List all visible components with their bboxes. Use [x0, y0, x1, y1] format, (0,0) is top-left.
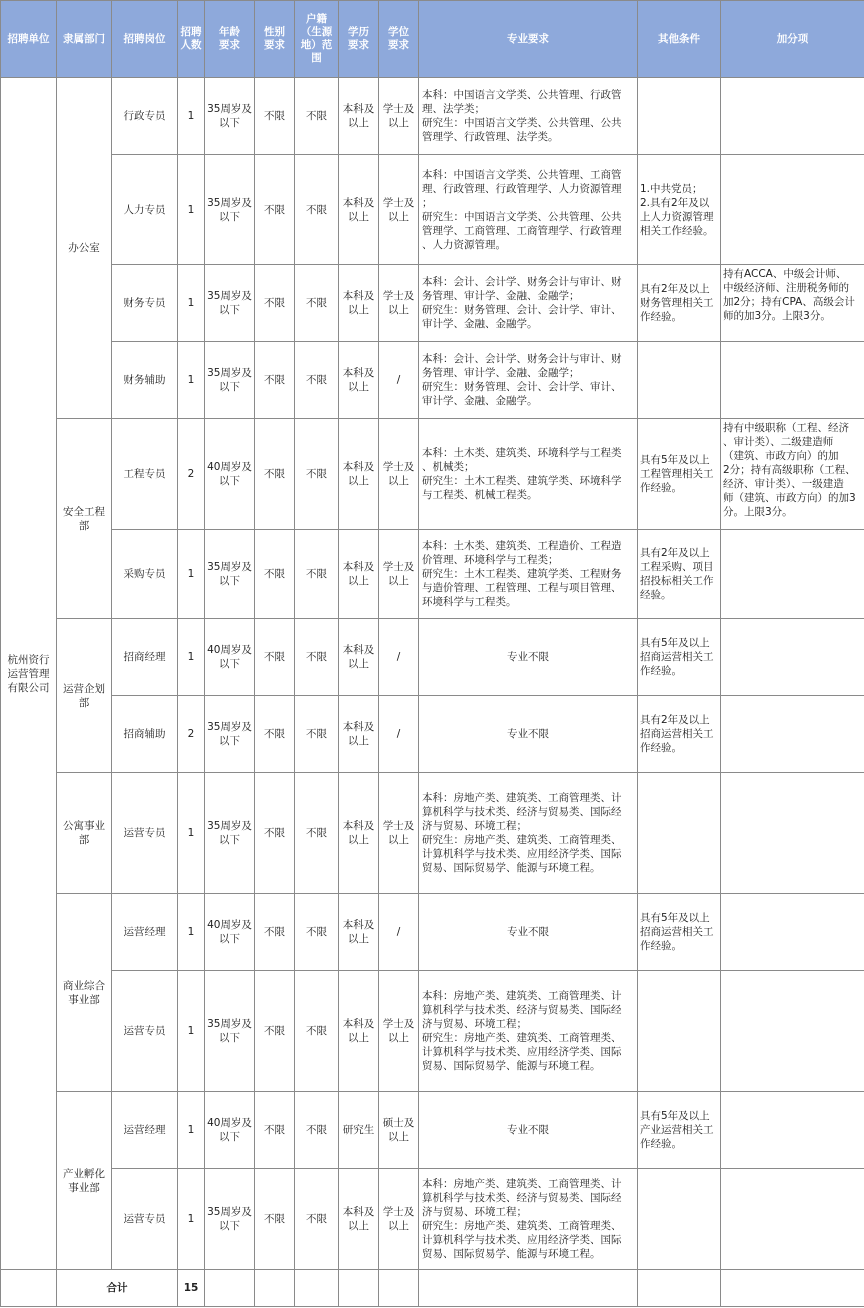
total-blank — [638, 1270, 721, 1307]
count-cell: 1 — [178, 619, 205, 696]
count-cell: 1 — [178, 530, 205, 619]
other-cell — [638, 342, 721, 419]
header-huji: 户籍 （生源 地）范 围 — [295, 1, 339, 78]
huji-cell: 不限 — [295, 342, 339, 419]
bonus-cell — [721, 971, 864, 1092]
position-cell: 运营经理 — [112, 894, 178, 971]
age-cell: 35周岁及 以下 — [205, 342, 255, 419]
total-label: 合计 — [57, 1270, 178, 1307]
huji-cell: 不限 — [295, 419, 339, 530]
degree-cell: 学士及 以上 — [379, 1169, 419, 1270]
edu-cell: 本科及 以上 — [339, 265, 379, 342]
dept-cell: 产业孵化 事业部 — [57, 1092, 112, 1270]
count-cell: 1 — [178, 894, 205, 971]
table-row — [1, 1092, 864, 1169]
table-row — [1, 78, 864, 155]
huji-cell: 不限 — [295, 696, 339, 773]
gender-cell: 不限 — [255, 1092, 295, 1169]
bonus-cell: 持有中级职称（工程、经济 、审计类）、二级建造师 （建筑、市政方向）的加 2分；持有高级职称（工程、 经济、审计类）、一级建造 师（建筑、市政方向）的加3 分。上限3分。 — [721, 419, 864, 530]
degree-cell: 学士及 以上 — [379, 530, 419, 619]
dept-cell: 安全工程 部 — [57, 419, 112, 619]
total-blank — [255, 1270, 295, 1307]
major-cell: 专业不限 — [419, 1092, 638, 1169]
age-cell: 35周岁及 以下 — [205, 78, 255, 155]
total-row — [1, 1270, 864, 1307]
bonus-cell — [721, 1092, 864, 1169]
total-blank — [339, 1270, 379, 1307]
total-blank — [1, 1270, 57, 1307]
bonus-cell — [721, 773, 864, 894]
gender-cell: 不限 — [255, 530, 295, 619]
total-blank — [419, 1270, 638, 1307]
gender-cell: 不限 — [255, 78, 295, 155]
degree-cell: 学士及 以上 — [379, 419, 419, 530]
table-body — [1, 78, 864, 1307]
dept-cell: 商业综合 事业部 — [57, 894, 112, 1092]
age-cell: 35周岁及 以下 — [205, 773, 255, 894]
position-cell: 运营经理 — [112, 1092, 178, 1169]
edu-cell: 本科及 以上 — [339, 419, 379, 530]
huji-cell: 不限 — [295, 155, 339, 265]
bonus-cell — [721, 342, 864, 419]
position-cell: 人力专员 — [112, 155, 178, 265]
major-cell: 本科：会计、会计学、财务会计与审计、财 务管理、审计学、金融、金融学； 研究生：财务管理、会计、会计学、审计、 审计学、金融、金融学。 — [419, 265, 638, 342]
position-cell: 财务专员 — [112, 265, 178, 342]
total-blank — [295, 1270, 339, 1307]
major-cell: 本科：房地产类、建筑类、工商管理类、计 算机科学与技术类、经济与贸易类、国际经 济与贸易、环境工程； 研究生：房地产类、建筑类、工商管理类、 计算机科学与技术类、应用经济学类、国际 贸易、国际贸易学、能源与环境工程。 — [419, 773, 638, 894]
table-row — [1, 530, 864, 619]
unit-cell: 杭州资行 运营管理 有限公司 — [1, 78, 57, 1270]
header-unit: 招聘单位 — [1, 1, 57, 78]
count-cell: 1 — [178, 265, 205, 342]
major-cell: 本科：中国语言文学类、公共管理、行政管 理、法学类； 研究生：中国语言文学类、公共管理、公共 管理学、行政管理、法学类。 — [419, 78, 638, 155]
major-cell: 本科：房地产类、建筑类、工商管理类、计 算机科学与技术类、经济与贸易类、国际经 济与贸易、环境工程； 研究生：房地产类、建筑类、工商管理类、 计算机科学与技术类、应用经济学类、国际 贸易、国际贸易学、能源与环境工程。 — [419, 971, 638, 1092]
count-cell: 1 — [178, 78, 205, 155]
other-cell — [638, 971, 721, 1092]
gender-cell: 不限 — [255, 155, 295, 265]
count-cell: 1 — [178, 773, 205, 894]
table-row — [1, 419, 864, 530]
table-row — [1, 342, 864, 419]
huji-cell: 不限 — [295, 1169, 339, 1270]
header-other: 其他条件 — [638, 1, 721, 78]
total-blank — [379, 1270, 419, 1307]
gender-cell: 不限 — [255, 1169, 295, 1270]
other-cell — [638, 78, 721, 155]
major-cell: 本科：中国语言文学类、公共管理、工商管 理、行政管理、行政管理学、人力资源管理 ； 研究生：中国语言文学类、公共管理、公共 管理学、工商管理、工商管理学、行政管理 、人力资源管理。 — [419, 155, 638, 265]
header-row — [1, 1, 864, 78]
other-cell: 具有2年及以上 财务管理相关工 作经验。 — [638, 265, 721, 342]
gender-cell: 不限 — [255, 773, 295, 894]
age-cell: 40周岁及 以下 — [205, 419, 255, 530]
position-cell: 工程专员 — [112, 419, 178, 530]
bonus-cell — [721, 1169, 864, 1270]
degree-cell: / — [379, 342, 419, 419]
gender-cell: 不限 — [255, 419, 295, 530]
position-cell: 运营专员 — [112, 971, 178, 1092]
huji-cell: 不限 — [295, 1092, 339, 1169]
table-row — [1, 894, 864, 971]
major-cell: 专业不限 — [419, 696, 638, 773]
gender-cell: 不限 — [255, 342, 295, 419]
table-row — [1, 619, 864, 696]
count-cell: 2 — [178, 696, 205, 773]
bonus-cell — [721, 894, 864, 971]
age-cell: 35周岁及 以下 — [205, 696, 255, 773]
count-cell: 1 — [178, 342, 205, 419]
age-cell: 35周岁及 以下 — [205, 265, 255, 342]
huji-cell: 不限 — [295, 894, 339, 971]
age-cell: 35周岁及 以下 — [205, 971, 255, 1092]
header-gender: 性别 要求 — [255, 1, 295, 78]
bonus-cell — [721, 155, 864, 265]
degree-cell: / — [379, 619, 419, 696]
count-cell: 1 — [178, 971, 205, 1092]
position-cell: 招商经理 — [112, 619, 178, 696]
major-cell: 专业不限 — [419, 619, 638, 696]
total-value: 15 — [178, 1270, 205, 1307]
other-cell: 具有2年及以上 工程采购、项目 招投标相关工作 经验。 — [638, 530, 721, 619]
degree-cell: 硕士及 以上 — [379, 1092, 419, 1169]
other-cell: 具有5年及以上 工程管理相关工 作经验。 — [638, 419, 721, 530]
table-row — [1, 696, 864, 773]
edu-cell: 研究生 — [339, 1092, 379, 1169]
gender-cell: 不限 — [255, 265, 295, 342]
age-cell: 40周岁及 以下 — [205, 1092, 255, 1169]
gender-cell: 不限 — [255, 894, 295, 971]
degree-cell: 学士及 以上 — [379, 971, 419, 1092]
major-cell: 本科：会计、会计学、财务会计与审计、财 务管理、审计学、金融、金融学； 研究生：财务管理、会计、会计学、审计、 审计学、金融、金融学。 — [419, 342, 638, 419]
edu-cell: 本科及 以上 — [339, 78, 379, 155]
count-cell: 1 — [178, 1092, 205, 1169]
edu-cell: 本科及 以上 — [339, 971, 379, 1092]
age-cell: 35周岁及 以下 — [205, 530, 255, 619]
bonus-cell — [721, 619, 864, 696]
age-cell: 40周岁及 以下 — [205, 619, 255, 696]
bonus-cell — [721, 78, 864, 155]
header-bonus: 加分项 — [721, 1, 864, 78]
edu-cell: 本科及 以上 — [339, 530, 379, 619]
age-cell: 35周岁及 以下 — [205, 155, 255, 265]
other-cell — [638, 773, 721, 894]
age-cell: 40周岁及 以下 — [205, 894, 255, 971]
degree-cell: 学士及 以上 — [379, 773, 419, 894]
huji-cell: 不限 — [295, 78, 339, 155]
major-cell: 专业不限 — [419, 894, 638, 971]
count-cell: 1 — [178, 1169, 205, 1270]
gender-cell: 不限 — [255, 696, 295, 773]
total-blank — [205, 1270, 255, 1307]
other-cell: 具有5年及以上 产业运营相关工 作经验。 — [638, 1092, 721, 1169]
edu-cell: 本科及 以上 — [339, 1169, 379, 1270]
edu-cell: 本科及 以上 — [339, 773, 379, 894]
edu-cell: 本科及 以上 — [339, 894, 379, 971]
huji-cell: 不限 — [295, 530, 339, 619]
other-cell: 具有5年及以上 招商运营相关工 作经验。 — [638, 894, 721, 971]
dept-cell: 公寓事业 部 — [57, 773, 112, 894]
other-cell: 具有2年及以上 招商运营相关工 作经验。 — [638, 696, 721, 773]
header-dept: 隶属部门 — [57, 1, 112, 78]
age-cell: 35周岁及 以下 — [205, 1169, 255, 1270]
total-blank — [721, 1270, 864, 1307]
huji-cell: 不限 — [295, 619, 339, 696]
header-major: 专业要求 — [419, 1, 638, 78]
position-cell: 采购专员 — [112, 530, 178, 619]
gender-cell: 不限 — [255, 971, 295, 1092]
gender-cell: 不限 — [255, 619, 295, 696]
huji-cell: 不限 — [295, 773, 339, 894]
huji-cell: 不限 — [295, 971, 339, 1092]
header-age: 年龄 要求 — [205, 1, 255, 78]
other-cell: 具有5年及以上 招商运营相关工 作经验。 — [638, 619, 721, 696]
edu-cell: 本科及 以上 — [339, 696, 379, 773]
bonus-cell: 持有ACCA、中级会计师、 中级经济师、注册税务师的 加2分；持有CPA、高级会计 师的加3分。上限3分。 — [721, 265, 864, 342]
count-cell: 1 — [178, 155, 205, 265]
position-cell: 运营专员 — [112, 1169, 178, 1270]
dept-cell: 办公室 — [57, 78, 112, 419]
count-cell: 2 — [178, 419, 205, 530]
degree-cell: 学士及 以上 — [379, 155, 419, 265]
position-cell: 行政专员 — [112, 78, 178, 155]
edu-cell: 本科及 以上 — [339, 342, 379, 419]
degree-cell: 学士及 以上 — [379, 78, 419, 155]
degree-cell: 学士及 以上 — [379, 265, 419, 342]
degree-cell: / — [379, 894, 419, 971]
bonus-cell — [721, 530, 864, 619]
edu-cell: 本科及 以上 — [339, 619, 379, 696]
degree-cell: / — [379, 696, 419, 773]
edu-cell: 本科及 以上 — [339, 155, 379, 265]
dept-cell: 运营企划 部 — [57, 619, 112, 773]
table-row — [1, 971, 864, 1092]
other-cell: 1.中共党员； 2.具有2年及以 上人力资源管理 相关工作经验。 — [638, 155, 721, 265]
other-cell — [638, 1169, 721, 1270]
position-cell: 招商辅助 — [112, 696, 178, 773]
major-cell: 本科：土木类、建筑类、工程造价、工程造 价管理、环境科学与工程类； 研究生：土木工程类、建筑学类、工程财务 与造价管理、工程管理、工程与项目管理、 环境科学与工程类。 — [419, 530, 638, 619]
header-degree: 学位 要求 — [379, 1, 419, 78]
position-cell: 财务辅助 — [112, 342, 178, 419]
table-row — [1, 265, 864, 342]
header-edu: 学历 要求 — [339, 1, 379, 78]
table-row — [1, 1169, 864, 1270]
table-row — [1, 773, 864, 894]
header-position: 招聘岗位 — [112, 1, 178, 78]
huji-cell: 不限 — [295, 265, 339, 342]
position-cell: 运营专员 — [112, 773, 178, 894]
bonus-cell — [721, 696, 864, 773]
major-cell: 本科：房地产类、建筑类、工商管理类、计 算机科学与技术类、经济与贸易类、国际经 济与贸易、环境工程； 研究生：房地产类、建筑类、工商管理类、 计算机科学与技术类、应用经济学类、国际 贸易、国际贸易学、能源与环境工程。 — [419, 1169, 638, 1270]
major-cell: 本科：土木类、建筑类、环境科学与工程类 、机械类； 研究生：土木工程类、建筑学类、环境科学 与工程类、机械工程类。 — [419, 419, 638, 530]
table-row — [1, 155, 864, 265]
header-count: 招聘 人数 — [178, 1, 205, 78]
